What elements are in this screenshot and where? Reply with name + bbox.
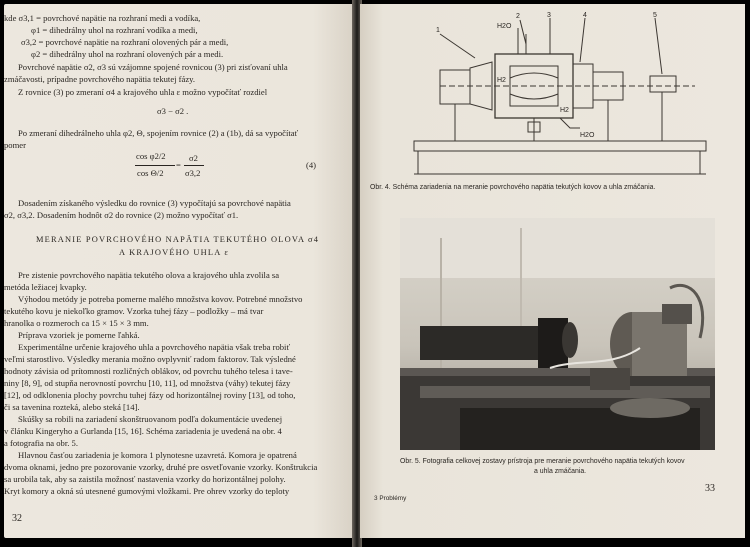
figure-4-caption: Obr. 4. Schéma zariadenia na meranie povrchového napätia tekutých kovov a uhla zmáčania. (370, 184, 656, 191)
paragraph-line: Po zmeraní dihedrálneho uhla φ2, Θ, spojením rovnice (2) a (1b), dá sa vypočítať (18, 128, 299, 138)
body-line: v článku Kingeryho a Gurlanda [15, 16]. Schéma zariadenia je uvedená na obr. 4 (4, 426, 282, 436)
paragraph-line: Povrchové napätie σ2, σ3 sú vzájomne spojené rovnicou (3) pri zisťovaní uhla (18, 62, 288, 72)
base-plate (414, 141, 706, 151)
camera-body (440, 70, 470, 104)
body-line: či sa tavenina rozteká, alebo steká [14]. (4, 402, 140, 412)
definition-line: kde σ3,1 = povrchové napätie na rozhraní medi a vodíka, (4, 13, 201, 23)
figure-label: 5 (653, 12, 657, 19)
body-line: a fotografia na obr. 5. (4, 438, 78, 448)
figure-label: 4 (583, 12, 587, 19)
paragraph-line: pomer (4, 140, 26, 150)
fraction-bar (184, 165, 204, 166)
body-line: Výhodou metódy je potreba pomerne malého množstva kovov. Potrebné množstvo (18, 294, 303, 304)
left-page (4, 4, 355, 538)
body-line: metóda ležiacej kvapky. (4, 282, 87, 292)
figure-label: H2O (497, 23, 512, 30)
body-line: Hlavnou časťou zariadenia je komora 1 plynotesne uzavretá. Komora je opatrená (18, 450, 297, 460)
body-line: Kryt komory a okná sú utesnené gumovými vložkami. Pre ohrev vzorky do teploty (4, 486, 290, 496)
leader-line (580, 18, 585, 62)
body-line: hodnoty závisia od prítomnosti rozličných oblákov, od povrchu tuhého telesa i tave- (4, 366, 293, 376)
body-line: [12], od odklonenia plochy povrchu tuhej fázy od horizontálnej roviny [13], od toho, (4, 390, 296, 400)
fraction-numerator: cos φ2/2 (136, 151, 166, 161)
body-line: veľmi starostlivo. Výsledky merania možno ovplyvniť radom faktorov. Tak výsledné (4, 354, 296, 364)
body-line: niny [8, 9], od stupňa nerovností povrchu [10, 11], od množstva (váhy) tekutej fázy (4, 378, 291, 388)
body-line: tekutého kovu je niekoľko gramov. Vzorka tuhej fázy – podložky – má tvar (4, 306, 264, 316)
leader-line (520, 20, 526, 44)
figure-label: H2 (497, 77, 506, 84)
equals-sign: = (176, 160, 181, 170)
fraction-numerator: σ2 (189, 153, 198, 163)
fraction-denominator: cos Θ/2 (137, 168, 164, 178)
definition-line: φ1 = dihedrálny uhol na rozhraní vodíka a medi, (31, 25, 198, 35)
body-line: dvoma oknami, jedno pre pozorovanie vzorky, druhé pre osvetľovanie vzorky. Konštrukcia (4, 462, 318, 472)
figure-label: 2 (516, 13, 520, 20)
paragraph-line: Z rovnice (3) po zmeraní σ4 a krajového uhla ε možno vypočítať rozdiel (18, 87, 268, 97)
body-line: hranolka o rozmeroch ca 15 × 15 × 3 mm. (4, 318, 149, 328)
body-line: Experimentálne určenie krajového uhla a povrchového napätia však treba robiť (18, 342, 291, 352)
leader-line (655, 18, 662, 74)
apparatus-schematic-figure (400, 8, 710, 180)
figure-label: 1 (436, 27, 440, 34)
paragraph-line: σ2, σ3,2. Dosadením hodnôt σ2 do rovnice (2) možno vypočítať σ1. (4, 210, 239, 220)
figure-label: H2 (560, 107, 569, 114)
water-tube (560, 118, 580, 128)
section-heading: A KRAJOVÉHO UHLA ε (119, 248, 230, 257)
definition-line: φ2 = dihedrálny uhol na rozhraní olovených pár a medi. (31, 49, 224, 59)
body-line: Pre zistenie povrchového napätia tekutého olova a krajového uhla zvolila sa (18, 270, 280, 280)
page-number: 32 (12, 513, 22, 524)
definition-line: σ3,2 = povrchové napätie na rozhraní olovených pár a medi, (21, 37, 229, 47)
figure-5-caption: Obr. 5. Fotografia celkovej zostavy prístroja pre meranie povrchového napätia tekutých kovov (400, 458, 685, 465)
figure-label: 3 (547, 12, 551, 19)
fraction-denominator: σ3,2 (185, 168, 201, 178)
paragraph-line: zmáčavosti, prípadne povrchového napätia tekutej fázy. (4, 74, 196, 84)
body-line: sa urobila tak, aby sa zaistila možnosť nastavenia vzorky do horizontálnej polohy. (4, 474, 286, 484)
apparatus-photo-drawing (400, 218, 715, 450)
leader-line (440, 34, 475, 58)
page-number: 33 (705, 483, 715, 494)
paragraph-line: Dosadením získaného výsledku do rovnice (3) vypočítajú sa povrchové napätia (18, 198, 291, 208)
apparatus-photograph (400, 218, 715, 450)
fraction-bar (135, 165, 175, 166)
light-source (650, 76, 676, 92)
signature-footer: 3 Problémy (374, 495, 407, 502)
body-line: Skúšky sa robili na zariadení skonštruovanom podľa dokumentácie uvedenej (18, 414, 283, 424)
right-page (360, 4, 745, 538)
equation-number: (4) (306, 160, 317, 170)
section-heading: MERANIE POVRCHOVÉHO NAPÄTIA TEKUTÉHO OLOVA σ4 (36, 235, 320, 244)
body-line: Príprava vzoriek je pomerne ľahká. (18, 330, 140, 340)
figure-label: H2O (580, 132, 595, 139)
equation-difference: σ3 − σ2 . (157, 106, 189, 116)
figure-5-caption: a uhla zmáčania. (534, 468, 587, 475)
